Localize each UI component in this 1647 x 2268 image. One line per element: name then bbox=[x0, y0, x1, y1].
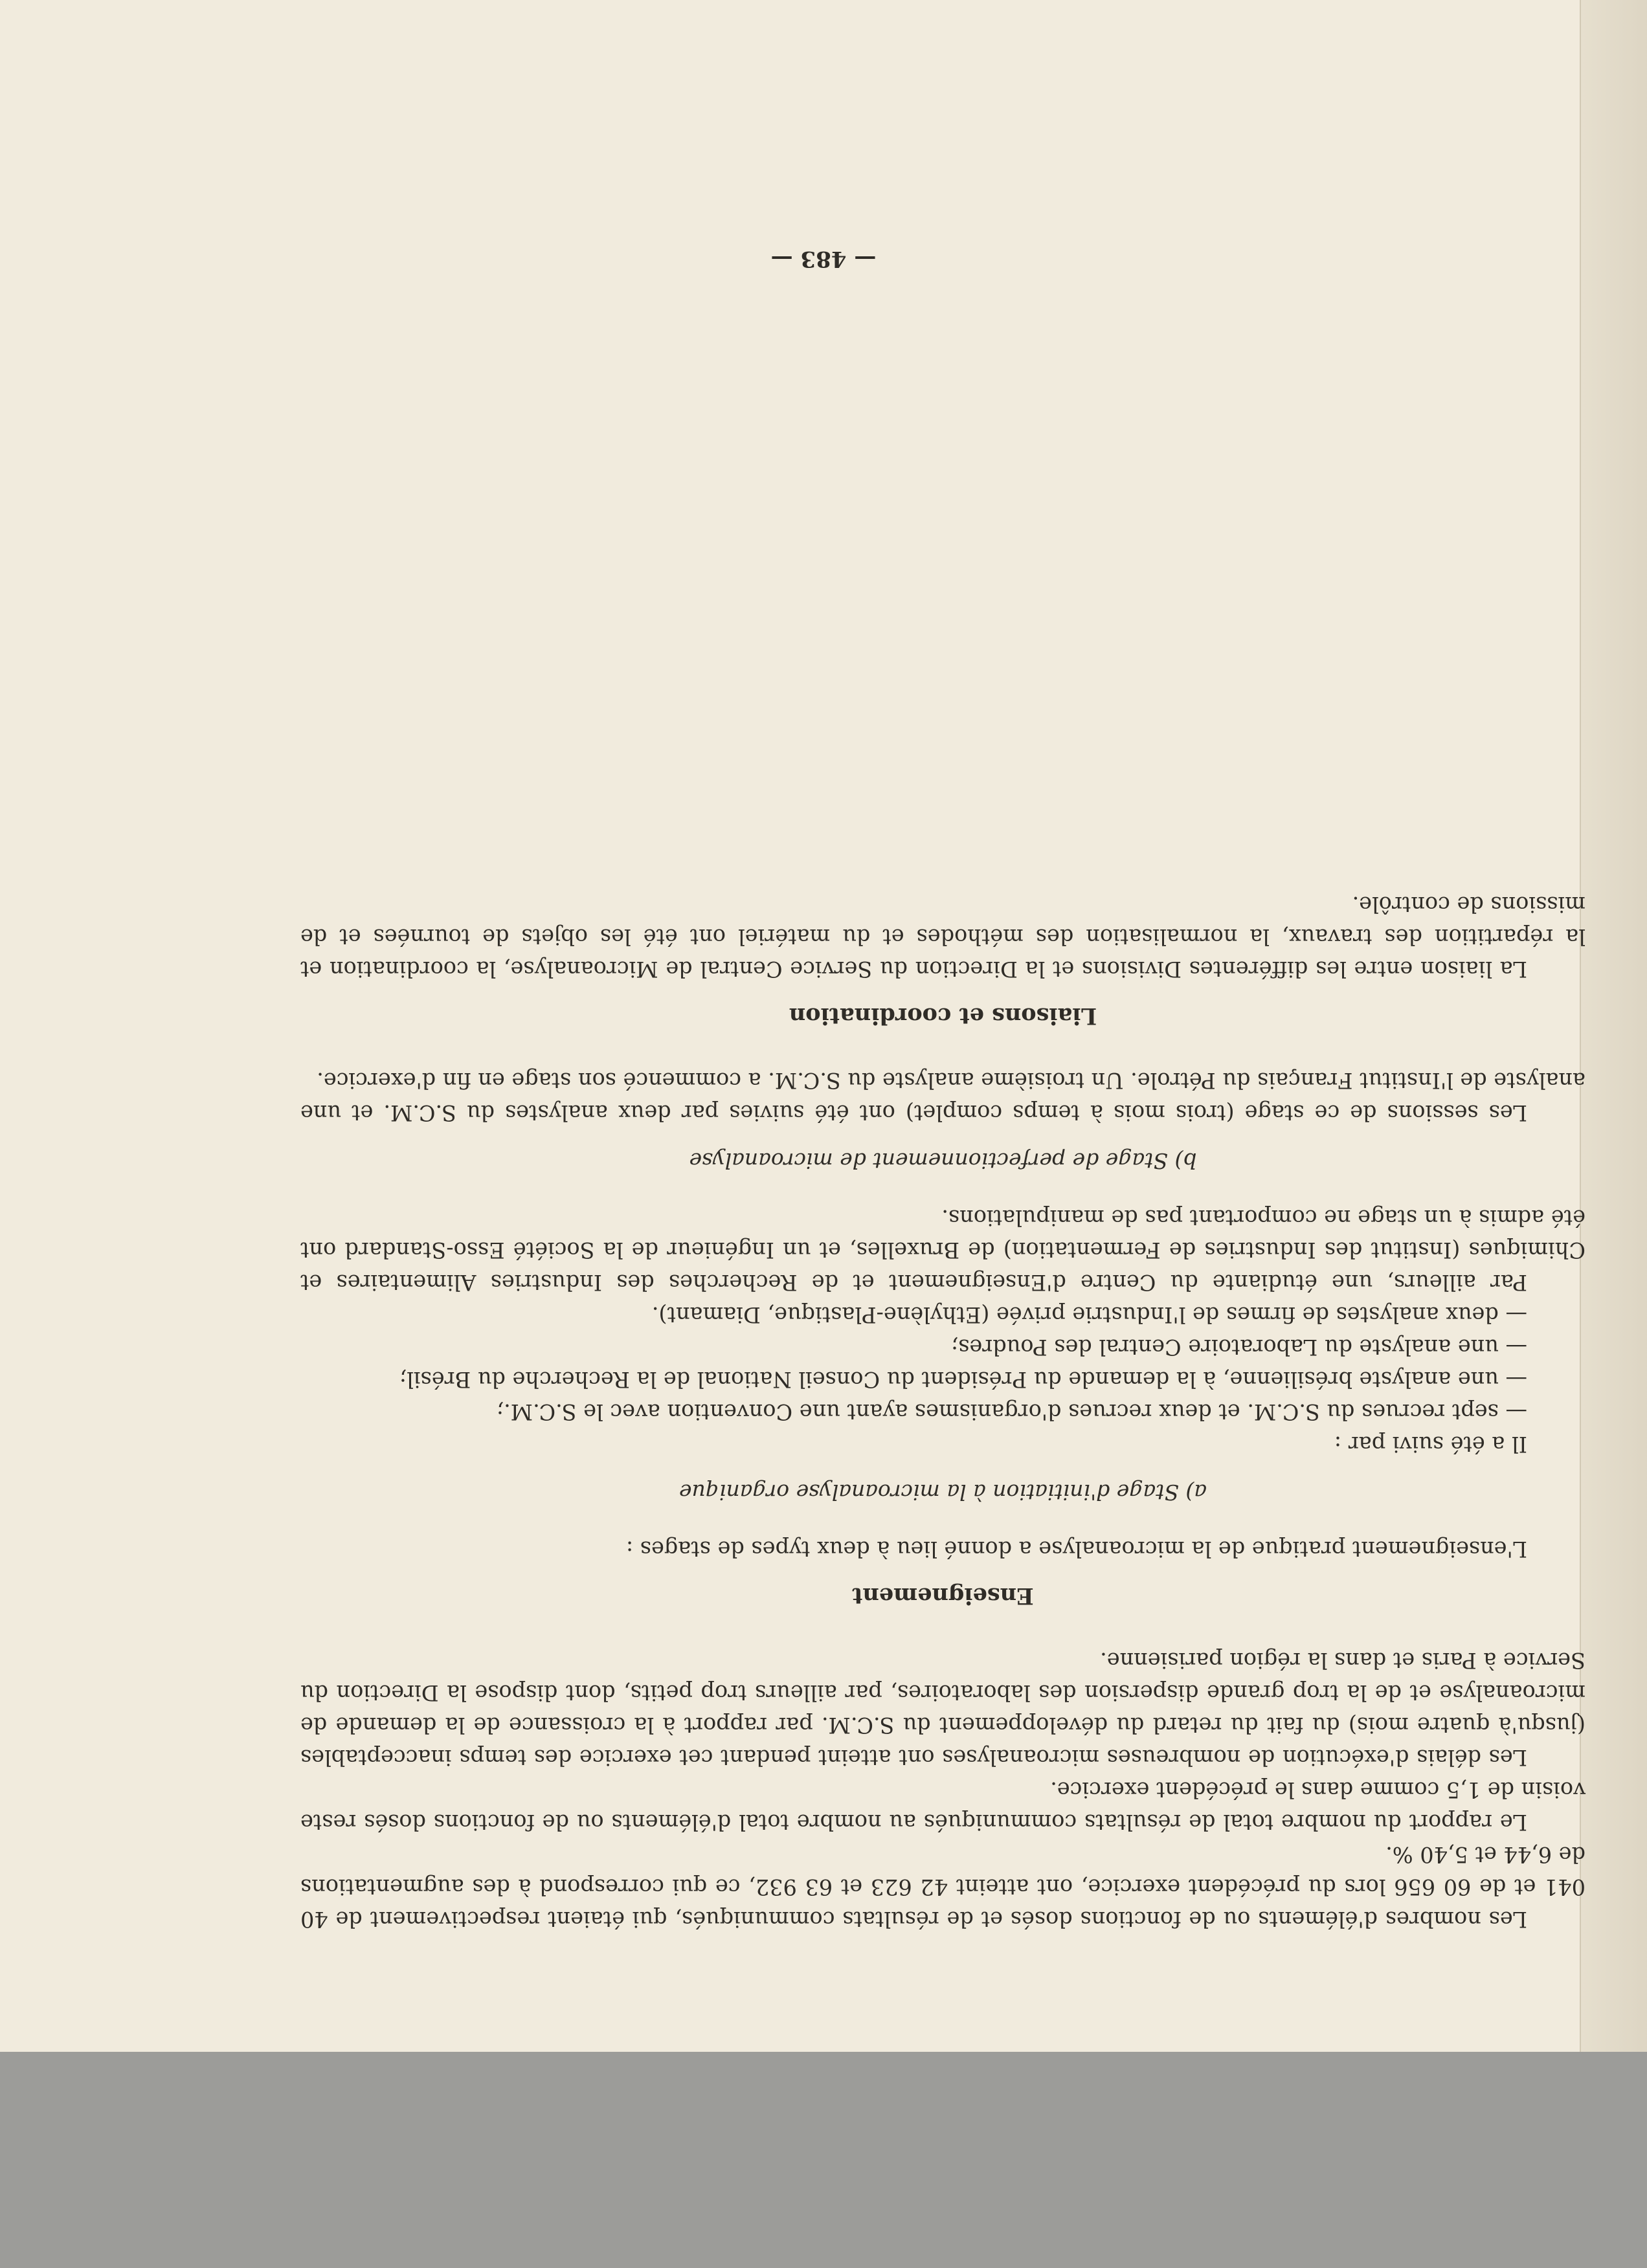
paragraph-liaisons: La liaison entre les différentes Divisions et la Direction du Service Central de Microanalyse, la coordination et la répartition des travaux, la normalisation des méthodes et du matériel ont été les objets de tournées et de missions de contrôle. bbox=[300, 892, 1585, 982]
paragraph-counts: Les nombres d'éléments ou de fonctions dosés et de résultats communiqués, qui étaient respectivement de 40 041 et de 60 656 lors du précédent exercice, ont atteint 42 623 et 63 932, ce qui correspond à des augmentations de 6,44 et 5,40 %. bbox=[300, 1842, 1585, 1932]
section-heading-enseignement: Enseignement bbox=[852, 1583, 1034, 1609]
subheading-stage-b: b) Stage de perfectionnement de microanalyse bbox=[689, 1148, 1197, 1173]
list-item: — deux analystes de firmes de l'Industrie privée (Ethylène-Plastique, Diamant). bbox=[651, 1302, 1527, 1328]
list-item: — sept recrues du S.C.M. et deux recrues d'organismes ayant une Convention avec le S.C.M.; bbox=[496, 1399, 1527, 1425]
page-number: — 483 — bbox=[770, 246, 877, 272]
text-block bbox=[300, 888, 1585, 1935]
paragraph-enseignement-intro: L'enseignement pratique de la microanalyse a donné lieu à deux types de stages : bbox=[625, 1537, 1527, 1562]
subheading-stage-a: a) Stage d'initiation à la microanalyse organique bbox=[679, 1480, 1207, 1505]
stage-a-lead: Il a été suivi par : bbox=[1334, 1432, 1527, 1457]
paragraph-stage-b: Les sessions de ce stage (trois mois à temps complet) ont été suivies par deux analystes du S.C.M. et une analyste de l'Institut Français du Pétrole. Un troisième analyste du S.C.M. a commencé son stage en fin d'exercice. bbox=[300, 1068, 1585, 1126]
section-heading-liaisons: Liaisons et coordination bbox=[789, 1003, 1097, 1029]
paragraph-delays: Les délais d'exécution de nombreuses microanalyses ont atteint pendant cet exercice des temps inacceptables (jusqu'à quatre mois) du fait du retard du développement du S.C.M. par rapport à la croissance de la demande de microanalyse et de la trop grande dispersion des laboratoires, par ailleurs trop petits, dont dispose la Direction du Service à Paris et dans la région parisienne. bbox=[300, 1648, 1585, 1770]
list-item: — une analyste du Laboratoire Central des Poudres; bbox=[950, 1335, 1527, 1360]
paragraph-stage-a-note: Par ailleurs, une étudiante du Centre d'Enseignement et de Recherches des Industries Alimentaires et Chimiques (Institut des Industries de Fermentation) de Bruxelles, et un Ingénieur de la Société Esso-Standard ont été admis à un stage ne comportant pas de manipulations. bbox=[300, 1205, 1585, 1295]
list-item: — une analyste brésilienne, à la demande du Président du Conseil National de la Recherche du Brésil; bbox=[399, 1367, 1527, 1392]
paragraph-ratio: Le rapport du nombre total de résultats communiqués au nombre total d'éléments ou de fonctions dosés reste voisin de 1,5 comme dans le précédent exercice. bbox=[300, 1777, 1585, 1835]
